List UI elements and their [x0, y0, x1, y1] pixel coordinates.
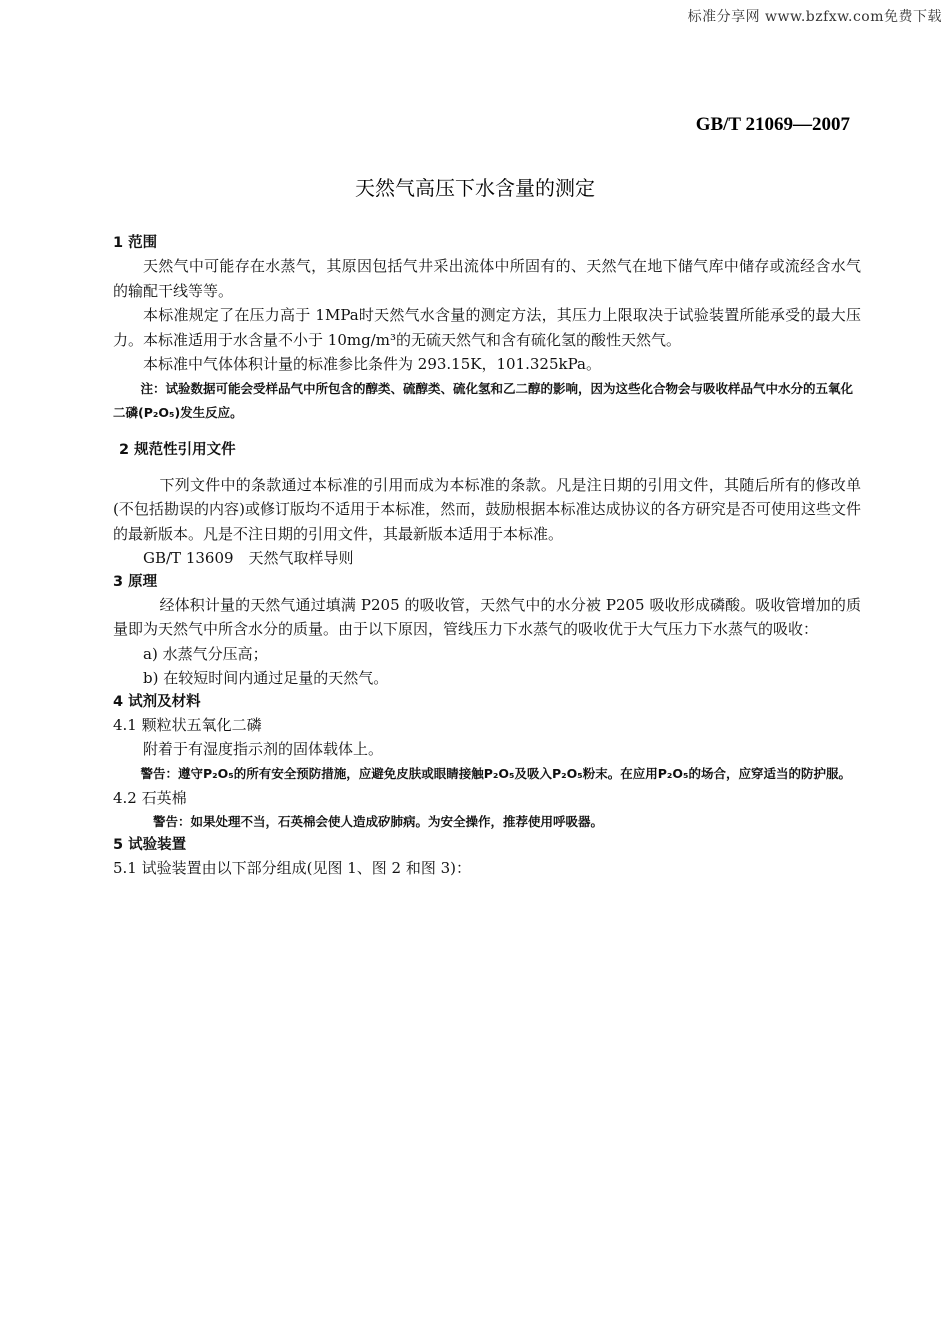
- section-4-1-heading: 4.1 颗粒状五氧化二磷: [113, 715, 262, 734]
- section-3-heading: 3 原理: [113, 573, 158, 590]
- section-3-item-b: b) 在较短时间内通过足量的天然气。: [143, 669, 389, 687]
- section-4-heading: 4 试剂及材料: [113, 693, 201, 710]
- section-1-paragraph-1: 天然气中可能存在水蒸气，其原因包括气井采出流体中所固有的、天然气在地下储气库中储存或流经含水气的输配干线等等。: [113, 257, 861, 300]
- document-body: [113, 232, 861, 881]
- section-1-heading: 1 范围: [113, 235, 158, 251]
- section-2-paragraph-1: 下列文件中的条款通过本标准的引用而成为本标准的条款。凡是注日期的引用文件，其随后所有的修改单(不包括勘误的内容)或修订版均不适用于本标准，然而，鼓励根据本标准达成协议的各方研究是否可使用这些文件的最新版本。凡是不注日期的引用文件，其最新版本适用于本标准。: [113, 475, 861, 543]
- section-3-paragraph-1: 经体积计量的天然气通过填满 P205 的吸收管，天然气中的水分被 P205 吸收形成磷酸。吸收管增加的质量即为天然气中所含水分的质量。由于以下原因，管线压力下水蒸气的吸收优于大气压力下水蒸气的吸收：: [113, 595, 861, 638]
- section-3-item-a: a) 水蒸气分压高；: [143, 644, 268, 663]
- section-4-1-text: 附着于有湿度指示剂的固体载体上。: [143, 740, 384, 758]
- section-1-note: 注：试验数据可能会受样品气中所包含的醇类、硫醇类、硫化氢和乙二醇的影响，因为这些化合物会与吸收样品气中水分的五氧化二磷(P₂O₅)发生反应。: [113, 380, 854, 420]
- section-1-paragraph-3: 本标准中气体体积计量的标准参比条件为 293.15K，101.325kPa。: [143, 355, 601, 373]
- section-2-reference: GB/T 13609 天然气取样导则: [143, 549, 354, 567]
- section-1-paragraph-2: 本标准规定了在压力高于 1MPa时天然气水含量的测定方法，其压力上限取决于试验装置所能承受的最大压力。本标准适用于水含量不小于 10mg/m³的无硫天然气和含有硫化氢的酸性天然气。: [113, 306, 861, 349]
- section-5-heading: 5 试验装置: [113, 837, 187, 853]
- section-4-1-warning: 警告：遵守P₂O₅的所有安全预防措施，应避免皮肤或眼睛接触P₂O₅及吸入P₂O₅粉末。在应用P₂O₅的场合，应穿适当的防护服。: [140, 765, 851, 781]
- section-5-1-text: 5.1 试验装置由以下部分组成(见图 1、图 2 和图 3)：: [113, 859, 472, 877]
- section-4-2-heading: 4.2 石英棉: [113, 788, 187, 807]
- watermark: 标准分享网 www.bzfxw.com免费下载: [687, 9, 942, 25]
- section-4-2-warning: 警告：如果处理不当，石英棉会使人造成矽肺病。为安全操作，推荐使用呼吸器。: [153, 814, 604, 829]
- section-2-heading: 2 规范性引用文件: [119, 441, 236, 458]
- page-title: 天然气高压下水含量的测定: [355, 176, 595, 200]
- standard-code: GB/T 21069—2007: [695, 114, 850, 135]
